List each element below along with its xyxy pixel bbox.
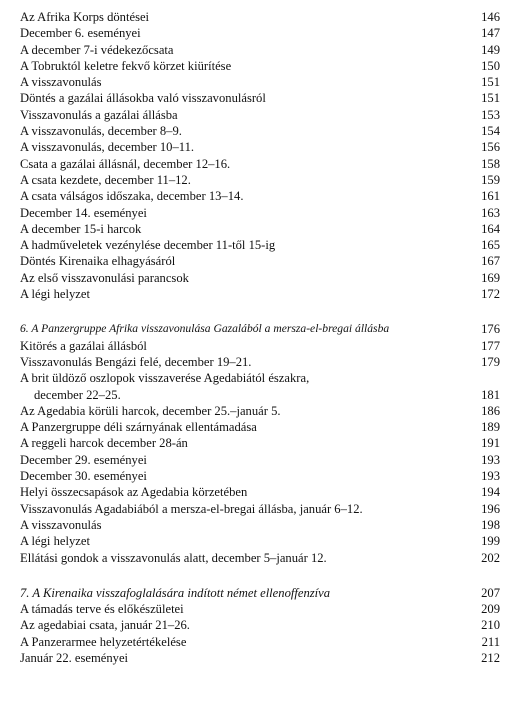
toc-entry-title: A visszavonulás, december 8–9. <box>20 124 182 139</box>
toc-entry-page: 186 <box>481 403 500 418</box>
toc-entry <box>20 221 500 237</box>
toc-entry <box>20 58 500 74</box>
toc-entry-title-continuation: december 22–25. <box>34 387 121 402</box>
toc-entry <box>20 253 500 269</box>
toc-entry-page: 163 <box>481 205 500 220</box>
toc-entry <box>20 270 500 286</box>
toc-entry <box>20 90 500 106</box>
toc-entry-title: Csata a gazálai állásnál, december 12–16. <box>20 156 231 171</box>
toc-entry-page: 149 <box>481 42 500 57</box>
toc-entry-page: 189 <box>481 420 500 435</box>
toc-entry-page: 164 <box>481 221 500 236</box>
toc-entry-title: A támadás terve és előkészületei <box>20 602 184 617</box>
toc-entry-title: A visszavonulás, december 10–11. <box>20 140 195 155</box>
toc-entry-page: 151 <box>481 91 500 106</box>
toc-entry-title: A visszavonulás <box>20 75 102 90</box>
toc-entry-title: Az Afrika Korps döntései <box>20 10 150 24</box>
toc-entry-title: A csata válságos időszaka, december 13–14. <box>20 189 244 204</box>
toc-entry-title: Visszavonulás Agadabiából a mersza-el-bregai állásba, január 6–12. <box>20 501 363 516</box>
toc-entry-page: 150 <box>481 58 500 73</box>
toc-entry-title: Döntés Kirenaika elhagyásáról <box>20 254 176 269</box>
toc-entry-title: A brit üldöző oszlopok visszaverése Agedabiától északra, <box>20 371 310 386</box>
chapter-heading-title: 6. A Panzergruppe Afrika visszavonulása Gazalából a mersza-el-bregai állásba <box>20 322 390 336</box>
toc-entry <box>20 617 500 633</box>
toc-entry <box>20 205 500 221</box>
toc-entry <box>20 634 500 650</box>
toc-entry-page: 169 <box>481 270 500 285</box>
toc-entry <box>20 517 500 533</box>
toc-entry-page: 179 <box>481 354 500 369</box>
toc-entry <box>20 123 500 139</box>
toc-entry <box>20 354 500 370</box>
toc-entry-page: 202 <box>481 550 500 565</box>
toc-entry <box>20 452 500 468</box>
toc-entry-title: A légi helyzet <box>20 287 90 302</box>
toc-entry-page: 193 <box>481 469 500 484</box>
toc-entry-title: A december 15-i harcok <box>20 221 142 236</box>
toc-entry-page: 194 <box>481 485 500 500</box>
toc-entry-page: 177 <box>481 338 500 353</box>
chapter-heading-page: 176 <box>481 322 500 337</box>
toc-entry <box>20 156 500 172</box>
toc-entry-page: 165 <box>481 238 500 253</box>
toc-entry <box>20 42 500 58</box>
toc-entry-title: December 14. eseményei <box>20 205 147 220</box>
toc-entry-page: 196 <box>481 501 500 516</box>
toc-entry-title: December 29. eseményei <box>20 452 147 467</box>
toc-entry-page: 167 <box>481 254 500 269</box>
chapter-heading <box>20 321 500 337</box>
chapter-heading-page: 207 <box>481 585 500 600</box>
toc-entry-title: Visszavonulás Bengázi felé, december 19–21. <box>20 354 252 369</box>
toc-entry-title: A légi helyzet <box>20 534 90 549</box>
toc-entry-title: December 6. eseményei <box>20 26 141 41</box>
section-spacer <box>20 566 500 585</box>
toc-entry-page: 153 <box>481 107 500 122</box>
chapter-heading <box>20 585 500 601</box>
toc-entry-page: 146 <box>481 10 500 24</box>
table-of-contents <box>20 9 500 666</box>
toc-entry <box>20 25 500 41</box>
toc-entry-title: A Panzergruppe déli szárnyának ellentámadása <box>20 420 257 435</box>
toc-entry-title: Ellátási gondok a visszavonulás alatt, december 5–január 12. <box>20 550 327 565</box>
toc-entry-page: 199 <box>481 534 500 549</box>
toc-entry-page: 212 <box>481 650 500 665</box>
toc-entry-page: 198 <box>481 517 500 532</box>
toc-entry <box>20 484 500 500</box>
toc-entry <box>20 9 500 25</box>
toc-entry-title: A Tobruktól keletre fekvő körzet kiürítése <box>20 58 232 73</box>
toc-entry-page: 209 <box>481 602 500 617</box>
toc-entry-title: Döntés a gazálai állásokba való visszavonulásról <box>20 91 266 106</box>
toc-entry <box>20 139 500 155</box>
toc-entry <box>20 501 500 517</box>
toc-entry <box>20 650 500 666</box>
toc-entry <box>20 107 500 123</box>
toc-entry-page: 154 <box>481 124 500 139</box>
toc-entry-title: A csata kezdete, december 11–12. <box>20 172 191 187</box>
toc-entry <box>20 403 500 419</box>
toc-entry-page: 191 <box>481 436 500 451</box>
toc-entry-page: 151 <box>481 75 500 90</box>
toc-entry <box>20 237 500 253</box>
toc-entry-page: 161 <box>481 189 500 204</box>
toc-entry-title: December 30. eseményei <box>20 469 147 484</box>
toc-entry <box>20 468 500 484</box>
toc-entry <box>20 550 500 566</box>
toc-entry-title: A Panzerarmee helyzetértékelése <box>20 634 187 649</box>
toc-entry <box>20 172 500 188</box>
toc-entry <box>20 533 500 549</box>
toc-entry-page: 193 <box>481 452 500 467</box>
section-spacer <box>20 302 500 321</box>
toc-entry-title: Az első visszavonulási parancsok <box>20 270 189 285</box>
toc-entry <box>20 338 500 354</box>
toc-entry <box>20 419 500 435</box>
toc-entry-title: Helyi összecsapások az Agedabia körzetében <box>20 485 248 500</box>
toc-entry-page: 159 <box>481 172 500 187</box>
chapter-heading-title: 7. A Kirenaika visszafoglalására indított német ellenoffenzíva <box>20 585 331 600</box>
toc-entry <box>20 370 500 403</box>
toc-entry-page: 156 <box>481 140 500 155</box>
toc-entry-title: A visszavonulás <box>20 517 102 532</box>
toc-entry-title: A reggeli harcok december 28-án <box>20 436 188 451</box>
toc-entry-title: Január 22. eseményei <box>20 650 129 665</box>
toc-entry-title: Az Agedabia körüli harcok, december 25.–január 5. <box>20 403 281 418</box>
toc-entry <box>20 188 500 204</box>
toc-entry <box>20 74 500 90</box>
toc-entry-title: Kitörés a gazálai állásból <box>20 338 147 353</box>
toc-entry-page: 181 <box>481 387 500 402</box>
toc-entry-page: 147 <box>481 26 500 41</box>
toc-entry <box>20 601 500 617</box>
toc-entry-title: A hadműveletek vezénylése december 11-től 15-ig <box>20 238 276 253</box>
toc-entry-page: 158 <box>481 156 500 171</box>
toc-entry-title: Visszavonulás a gazálai állásba <box>20 107 178 122</box>
toc-entry-page: 210 <box>481 618 500 633</box>
toc-entry <box>20 286 500 302</box>
toc-entry <box>20 435 500 451</box>
toc-entry-page: 211 <box>481 634 500 649</box>
toc-entry-title: A december 7-i védekezőcsata <box>20 42 174 57</box>
toc-entry-page: 172 <box>481 287 500 302</box>
toc-entry-title: Az agedabiai csata, január 21–26. <box>20 618 190 633</box>
